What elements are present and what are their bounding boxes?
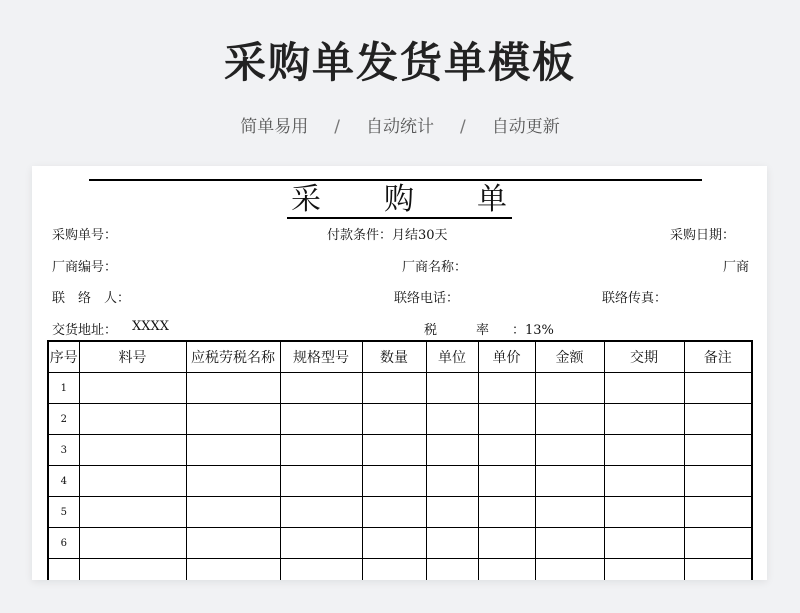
column-header: 应税劳税名称 (186, 341, 280, 373)
table-cell[interactable] (362, 466, 426, 497)
table-cell[interactable] (478, 466, 535, 497)
table-cell[interactable] (362, 528, 426, 559)
order-no-field: 采购单号： (52, 228, 118, 243)
purchase-table (47, 340, 753, 580)
column-header: 备注 (684, 341, 752, 373)
table-cell[interactable] (426, 373, 478, 404)
vendor-name-field: 厂商名称： (402, 260, 468, 275)
table-cell[interactable] (79, 528, 186, 559)
table-cell[interactable] (478, 435, 535, 466)
table-cell[interactable] (535, 497, 604, 528)
table-cell[interactable] (426, 466, 478, 497)
contact-field: 联 络 人： (52, 291, 131, 306)
table-cell[interactable] (535, 373, 604, 404)
table-cell[interactable] (426, 404, 478, 435)
table-cell[interactable] (535, 559, 604, 581)
tag-separator: / (460, 117, 466, 137)
column-header: 序号 (48, 341, 79, 373)
table-cell[interactable] (604, 373, 684, 404)
payment-terms-field: 付款条件：月结30天 (327, 228, 448, 243)
table-row (48, 466, 752, 497)
table-cell[interactable] (186, 528, 280, 559)
table-cell[interactable] (535, 404, 604, 435)
column-header: 规格型号 (280, 341, 362, 373)
row-number-cell: 2 (48, 404, 79, 435)
table-cell[interactable] (186, 466, 280, 497)
table-cell[interactable] (478, 497, 535, 528)
fax-field: 联络传真： (602, 291, 668, 306)
row-number-cell: 5 (48, 497, 79, 528)
table-cell[interactable] (478, 559, 535, 581)
table-cell[interactable] (684, 373, 752, 404)
table-row (48, 373, 752, 404)
table-cell[interactable] (362, 435, 426, 466)
table-cell[interactable] (280, 373, 362, 404)
table-cell[interactable] (604, 559, 684, 581)
table-cell[interactable] (684, 435, 752, 466)
table-cell[interactable] (186, 559, 280, 581)
table-cell[interactable] (604, 466, 684, 497)
table-header-row (48, 341, 752, 373)
table-cell[interactable] (79, 435, 186, 466)
order-date-field: 采购日期： (670, 228, 736, 243)
table-cell[interactable] (426, 559, 478, 581)
tag-easy: 简单易用 (240, 117, 309, 137)
table-cell[interactable] (280, 435, 362, 466)
table-cell[interactable] (362, 559, 426, 581)
table-row (48, 528, 752, 559)
table-cell[interactable] (684, 528, 752, 559)
row-number-cell (48, 559, 79, 581)
table-cell[interactable] (426, 435, 478, 466)
table-cell[interactable] (280, 528, 362, 559)
table-cell[interactable] (362, 404, 426, 435)
column-header: 交期 (604, 341, 684, 373)
table-cell[interactable] (684, 559, 752, 581)
table-cell[interactable] (79, 373, 186, 404)
vendor-partial-field: 厂商 (723, 260, 750, 275)
address-label: 交货地址： (52, 323, 118, 338)
table-cell[interactable] (478, 528, 535, 559)
table-cell[interactable] (535, 466, 604, 497)
table-cell[interactable] (684, 466, 752, 497)
column-header: 数量 (362, 341, 426, 373)
column-header: 金额 (535, 341, 604, 373)
table-cell[interactable] (280, 559, 362, 581)
table-cell[interactable] (604, 404, 684, 435)
table-cell[interactable] (535, 435, 604, 466)
tag-separator: / (334, 117, 340, 137)
table-cell[interactable] (362, 497, 426, 528)
table-cell[interactable] (186, 497, 280, 528)
table-cell[interactable] (79, 559, 186, 581)
table-cell[interactable] (280, 466, 362, 497)
table-cell[interactable] (280, 404, 362, 435)
column-header: 单位 (426, 341, 478, 373)
column-header: 单价 (478, 341, 535, 373)
table-cell[interactable] (604, 528, 684, 559)
table-cell[interactable] (280, 497, 362, 528)
table-cell[interactable] (604, 497, 684, 528)
page-title: 采购单发货单模板 (223, 38, 576, 87)
feature-tags (0, 112, 800, 137)
tax-value: ：13% (512, 323, 554, 338)
table-cell[interactable] (535, 528, 604, 559)
table-cell[interactable] (478, 404, 535, 435)
table-cell[interactable] (186, 435, 280, 466)
table-cell[interactable] (684, 497, 752, 528)
vendor-no-field: 厂商编号： (52, 260, 118, 275)
table-cell[interactable] (684, 404, 752, 435)
top-rule (89, 179, 702, 181)
table-row (48, 559, 752, 581)
document-sheet (32, 166, 767, 580)
row-number-cell: 4 (48, 466, 79, 497)
table-cell[interactable] (79, 466, 186, 497)
row-number-cell: 1 (48, 373, 79, 404)
tag-update: 自动更新 (491, 117, 560, 137)
tag-stats: 自动统计 (366, 117, 434, 137)
table-row (48, 497, 752, 528)
table-cell[interactable] (426, 497, 478, 528)
table-cell[interactable] (186, 373, 280, 404)
phone-field: 联络电话： (394, 291, 460, 306)
table-cell[interactable] (79, 404, 186, 435)
table-cell[interactable] (79, 497, 186, 528)
table-row (48, 435, 752, 466)
row-number-cell: 3 (48, 435, 79, 466)
table-cell[interactable] (186, 404, 280, 435)
table-cell[interactable] (426, 528, 478, 559)
table-row (48, 404, 752, 435)
document-title: 采 购 单 (32, 182, 767, 219)
address-value: XXXX (132, 319, 170, 334)
table-cell[interactable] (604, 435, 684, 466)
column-header: 料号 (79, 341, 186, 373)
tax-label: 税 率 (424, 323, 490, 338)
row-number-cell: 6 (48, 528, 79, 559)
table-cell[interactable] (478, 373, 535, 404)
table-cell[interactable] (362, 373, 426, 404)
